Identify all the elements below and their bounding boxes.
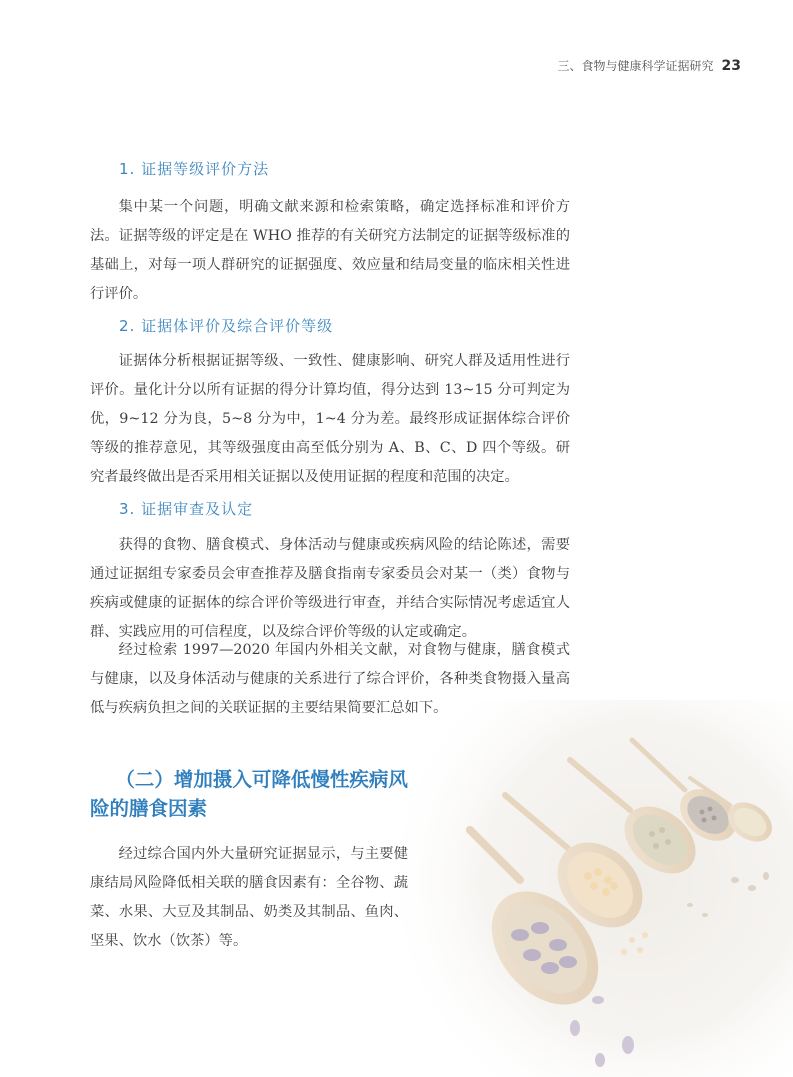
subsection-title: （二）增加摄入可降低慢性疾病风险的膳食因素 — [90, 768, 408, 820]
section-heading-1: 1. 证据等级评价方法 — [119, 160, 270, 178]
subsection-paragraph: 经过综合国内外大量研究证据显示，与主要健康结局风险降低相关联的膳食因素有：全谷物、蔬菜、水果、大豆及其制品、奶类及其制品、鱼肉、坚果、饮水（饮茶）等。 — [90, 846, 408, 949]
section-paragraph-3b: 经过检索 1997—2020 年国内外相关文献，对食物与健康，膳食模式与健康，以及身体活动与健康的关系进行了综合评价，各种类食物摄入量高低与疾病负担之间的关联证据的主要结果简要汇总如下。 — [90, 642, 570, 716]
section-paragraph-1: 集中某一个问题，明确文献来源和检索策略，确定选择标准和评价方法。证据等级的评定是在 WHO 推荐的有关研究方法制定的证据等级标准的基础上，对每一项人群研究的证据强度、效应量和结局变量的临床相关性进行评价。 — [90, 199, 570, 302]
page-number: 23 — [721, 58, 741, 74]
running-header — [558, 57, 742, 74]
section-heading-3: 3. 证据审查及认定 — [119, 500, 254, 518]
section-paragraph-3: 获得的食物、膳食模式、身体活动与健康或疾病风险的结论陈述，需要通过证据组专家委员会审查推荐及膳食指南专家委员会对某一（类）食物与疾病或健康的证据体的综合评价等级进行审查，并结合实际情况考虑适宜人群、实践应用的可信程度，以及综合评价等级的认定或确定。 — [90, 537, 570, 640]
section-heading-2: 2. 证据体评价及综合评价等级 — [119, 317, 334, 335]
section-title: 三、食物与健康科学证据研究 — [557, 59, 714, 73]
section-paragraph-2: 证据体分析根据证据等级、一致性、健康影响、研究人群及适用性进行评价。量化计分以所有证据的得分计算均值，得分达到 13~15 分可判定为优，9~12 分为良，5~8 分为中，1~4 分为差。最终形成证据体综合评价等级的推荐意见，其等级强度由高至低分别为 A、B、C、D 四个等级。研究者最终做出是否采用相关证据以及使用证据的程度和范围的决定。 — [90, 353, 570, 485]
